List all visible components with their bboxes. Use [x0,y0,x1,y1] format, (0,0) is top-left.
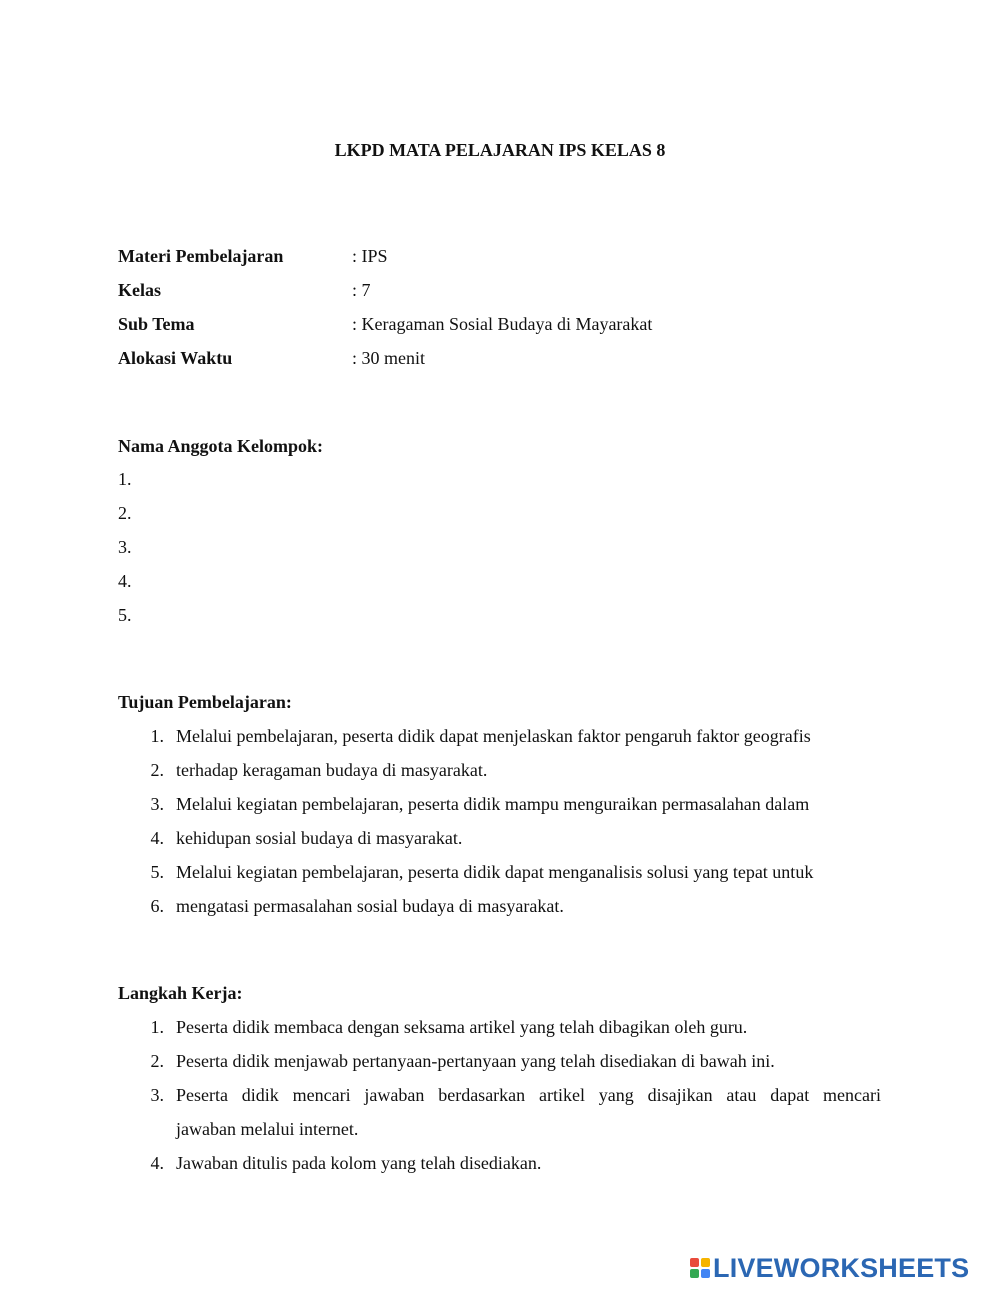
step-number: 2. [150,1051,164,1071]
step-number: 4. [150,1153,164,1173]
logo-text: LIVEWORKSHEETS [713,1252,970,1283]
goal-number: 1. [150,726,164,746]
goal-number: 6. [150,896,164,916]
goal-text: Melalui kegiatan pembelajaran, peserta didik mampu menguraikan permasalahan dalam [176,794,810,814]
goal-text: kehidupan sosial budaya di masyarakat. [176,828,463,848]
steps-heading: Langkah Kerja: [118,983,243,1003]
info-value-kelas: : 7 [352,280,371,300]
goals-heading: Tujuan Pembelajaran: [118,692,292,712]
step-number: 3. [150,1085,164,1105]
step-text-continued: jawaban melalui internet. [176,1119,359,1139]
goal-text: terhadap keragaman budaya di masyarakat. [176,760,488,780]
step-number: 1. [150,1017,164,1037]
goal-text: mengatasi permasalahan sosial budaya di masyarakat. [176,896,564,916]
step-text: Peserta didik mencari jawaban berdasarkan artikel yang disajikan atau dapat mencari [176,1085,881,1105]
step-text: Peserta didik menjawab pertanyaan-pertanyaan yang telah disediakan di bawah ini. [176,1051,775,1071]
info-value-alokasi: : 30 menit [352,348,425,368]
member-number: 2. [118,503,132,523]
member-number: 5. [118,605,132,625]
liveworksheets-icon [690,1258,710,1278]
member-number: 4. [118,571,132,591]
goal-number: 4. [150,828,164,848]
step-text: Peserta didik membaca dengan seksama artikel yang telah dibagikan oleh guru. [176,1017,748,1037]
info-label-materi: Materi Pembelajaran [118,246,284,266]
goal-number: 2. [150,760,164,780]
goal-number: 5. [150,862,164,882]
goal-text: Melalui pembelajaran, peserta didik dapat menjelaskan faktor pengaruh faktor geografis [176,726,811,746]
step-text: Jawaban ditulis pada kolom yang telah disediakan. [176,1153,542,1173]
member-number: 1. [118,469,132,489]
info-label-alokasi: Alokasi Waktu [118,348,233,368]
info-value-materi: : IPS [352,246,388,266]
member-number: 3. [118,537,132,557]
members-heading: Nama Anggota Kelompok: [118,436,324,456]
page-title: LKPD MATA PELAJARAN IPS KELAS 8 [334,140,666,160]
info-label-kelas: Kelas [118,280,161,300]
goal-number: 3. [150,794,164,814]
goal-text: Melalui kegiatan pembelajaran, peserta didik dapat menganalisis solusi yang tepat untuk [176,862,814,882]
info-label-subtema: Sub Tema [118,314,195,334]
liveworksheets-logo [690,1253,969,1283]
info-value-subtema: : Keragaman Sosial Budaya di Mayarakat [352,314,653,334]
